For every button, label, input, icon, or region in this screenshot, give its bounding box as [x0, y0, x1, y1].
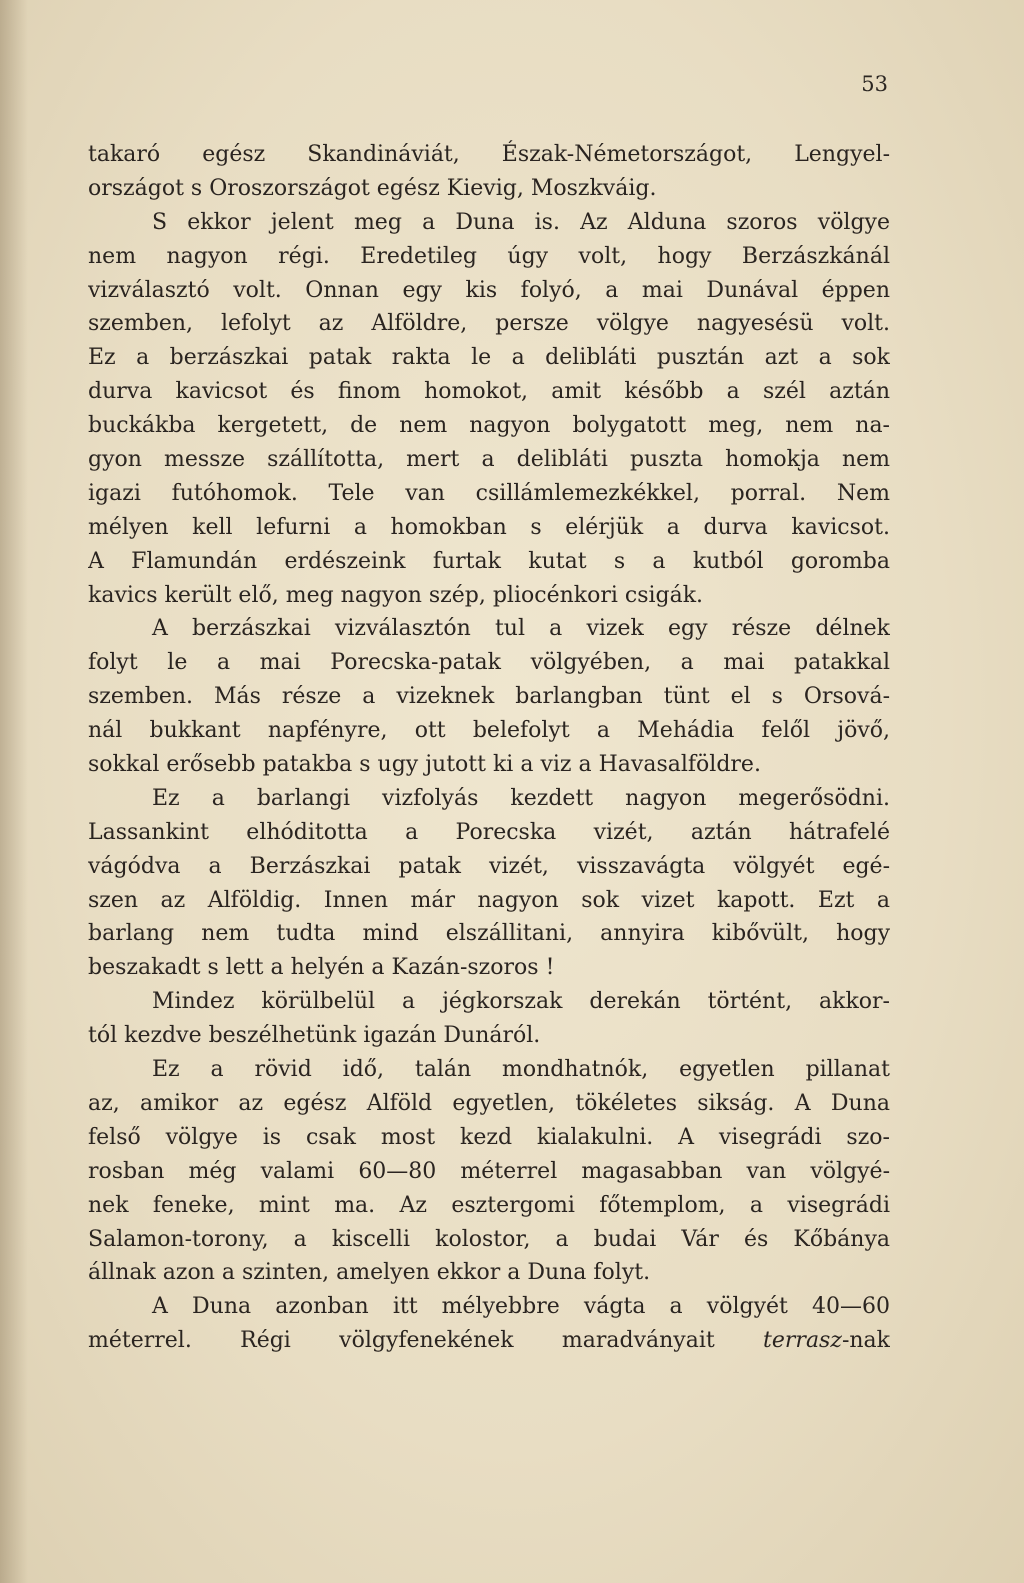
- text-line: országot s Oroszországot egész Kievig, Moszkváig.: [88, 175, 657, 201]
- text-line: vágódva a Berzászkai patak vizét, visszavágta völgyét egé-: [88, 853, 890, 879]
- spine-shadow: [0, 0, 28, 1583]
- text-line: takaró egész Skandináviát, Észak-Németországot, Lengyel-: [88, 142, 890, 167]
- text-line: Salamon-torony, a kiscelli kolostor, a budai Vár és Kőbánya: [88, 1226, 890, 1252]
- text-line: Ez a rövid idő, talán mondhatnók, egyetlen pillanat: [152, 1057, 890, 1083]
- text-line: A berzászkai vizválasztón tul a vizek egy része délnek: [152, 616, 890, 642]
- text-line: felső völgye is csak most kezd kialakulni. A visegrádi szo-: [88, 1124, 890, 1150]
- text-line: buckákba kergetett, de nem nagyon bolygatott meg, nem na-: [88, 413, 890, 439]
- text-line: az, amikor az egész Alföld egyetlen, tökéletes sikság. A Duna: [88, 1090, 890, 1116]
- text-line: gyon messze szállította, mert a delibláti puszta homokja nem: [88, 447, 890, 473]
- text-line: vizválasztó volt. Onnan egy kis folyó, a mai Dunával éppen: [88, 277, 890, 303]
- text-line: A Duna azonban itt mélyebbre vágta a völgyét 40—60: [152, 1294, 890, 1320]
- text-line: sokkal erősebb patakba s ugy jutott ki a viz a Havasalföldre.: [88, 752, 761, 778]
- text-line: nál bukkant napfényre, ott belefolyt a Mehádia felől jövő,: [88, 718, 890, 744]
- text-line: barlang nem tudta mind elszállitani, annyira kibővült, hogy: [88, 921, 890, 947]
- text-line: Lassankint elhóditotta a Porecska vizét, aztán hátrafelé: [88, 819, 890, 845]
- text-line: beszakadt s lett a helyén a Kazán-szoros !: [88, 955, 555, 981]
- text-line: szemben, lefolyt az Alföldre, persze völgye nagyesésü volt.: [88, 311, 890, 337]
- text-line: mélyen kell lefurni a homokban s elérjük a durva kavicsot.: [88, 514, 890, 540]
- text-line: durva kavicsot és finom homokot, amit később a szél aztán: [88, 379, 890, 405]
- text-line: szen az Alföldig. Innen már nagyon sok vizet kapott. Ezt a: [88, 887, 890, 913]
- text-line: szemben. Más része a vizeknek barlangban tünt el s Orsová-: [88, 684, 890, 710]
- text-line: Mindez körülbelül a jégkorszak derekán történt, akkor-: [152, 989, 890, 1015]
- body-text: [88, 138, 890, 1358]
- text-line: A Flamundán erdészeink furtak kutat s a kutból goromba: [88, 548, 890, 574]
- text-line: nem nagyon régi. Eredetileg úgy volt, hogy Berzászkánál: [88, 243, 890, 269]
- italic-term: terrasz: [763, 1328, 842, 1354]
- text-fragment: -nak: [841, 1328, 890, 1354]
- text-line: tól kezdve beszélhetünk igazán Dunáról.: [88, 1023, 541, 1049]
- text-line: kavics került elő, meg nagyon szép, pliocénkori csigák.: [88, 582, 704, 608]
- text-line: [88, 1324, 890, 1358]
- text-line: folyt le a mai Porecska-patak völgyében, a mai patakkal: [88, 650, 890, 676]
- page-number: 53: [861, 72, 888, 96]
- text-line: igazi futóhomok. Tele van csillámlemezkékkel, porral. Nem: [88, 480, 890, 506]
- text-line: nek feneke, mint ma. Az esztergomi főtemplom, a visegrádi: [88, 1192, 890, 1218]
- text-line: állnak azon a szinten, amelyen ekkor a Duna folyt.: [88, 1260, 651, 1286]
- text-fragment: méterrel. Régi völgyfenekének maradványait: [88, 1328, 764, 1354]
- text-line: S ekkor jelent meg a Duna is. Az Alduna szoros völgye: [152, 209, 890, 235]
- text-line: rosban még valami 60—80 méterrel magasabban van völgyé-: [88, 1158, 890, 1184]
- text-line: Ez a berzászkai patak rakta le a delibláti pusztán azt a sok: [88, 345, 890, 371]
- text-line: Ez a barlangi vizfolyás kezdett nagyon megerősödni.: [152, 785, 890, 811]
